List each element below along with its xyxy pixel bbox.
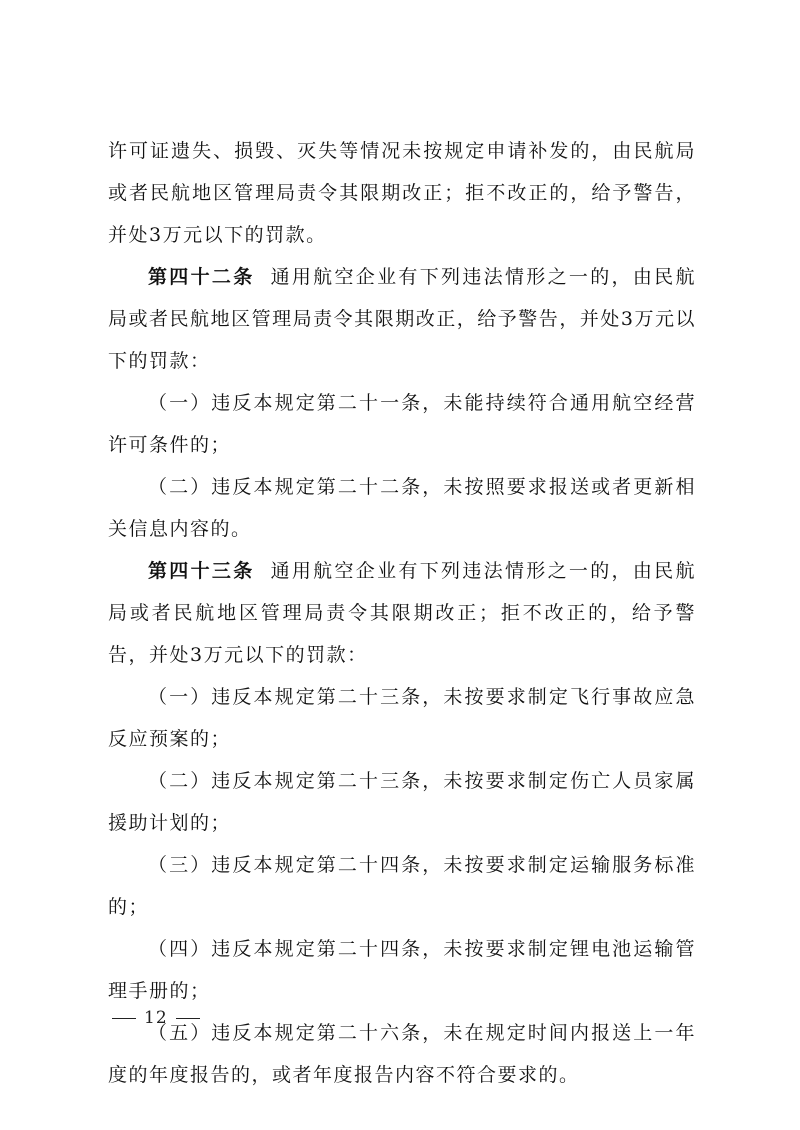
footer-dash-left — [112, 1018, 136, 1019]
article-42-text: 通用航空企业有下列违法情形之一的，由民航局或者民航地区管理局责令其限期改正，给予警告，并处3万元以下的罚款： — [108, 266, 696, 372]
article-43-item-3 — [108, 844, 696, 928]
article-43-item-5-text: （五）违反本规定第二十六条，未在规定时间内报送上一年度的年度报告的，或者年度报告内容不符合要求的。 — [108, 1022, 696, 1086]
article-43-item-1-text: （一）违反本规定第二十三条，未按要求制定飞行事故应急反应预案的； — [108, 686, 696, 750]
body-text — [108, 130, 696, 1096]
article-42-item-1-text: （一）违反本规定第二十一条，未能持续符合通用航空经营许可条件的； — [108, 392, 696, 456]
article-43 — [108, 550, 696, 676]
paragraph-1 — [108, 130, 696, 256]
article-43-heading: 第四十三条 — [148, 560, 255, 582]
paragraph-1-text: 许可证遗失、损毁、灭失等情况未按规定申请补发的，由民航局或者民航地区管理局责令其限期改正；拒不改正的，给予警告，并处3万元以下的罚款。 — [108, 140, 696, 246]
article-42-heading: 第四十二条 — [148, 266, 255, 288]
article-42 — [108, 256, 696, 382]
article-43-item-4 — [108, 928, 696, 1012]
article-42-item-2-text: （二）违反本规定第二十二条，未按照要求报送或者更新相关信息内容的。 — [108, 476, 696, 540]
article-43-item-1 — [108, 676, 696, 760]
page-number: 12 — [144, 1008, 168, 1028]
article-43-text: 通用航空企业有下列违法情形之一的，由民航局或者民航地区管理局责令其限期改正；拒不改正的，给予警告，并处3万元以下的罚款： — [108, 560, 696, 666]
article-43-item-3-text: （三）违反本规定第二十四条，未按要求制定运输服务标准的； — [108, 854, 696, 918]
page-footer — [112, 1008, 200, 1028]
article-43-item-2 — [108, 760, 696, 844]
article-43-item-2-text: （二）违反本规定第二十三条，未按要求制定伤亡人员家属援助计划的； — [108, 770, 696, 834]
article-43-item-4-text: （四）违反本规定第二十四条，未按要求制定锂电池运输管理手册的； — [108, 938, 696, 1002]
footer-dash-right — [176, 1018, 200, 1019]
article-42-item-1 — [108, 382, 696, 466]
article-42-item-2 — [108, 466, 696, 550]
